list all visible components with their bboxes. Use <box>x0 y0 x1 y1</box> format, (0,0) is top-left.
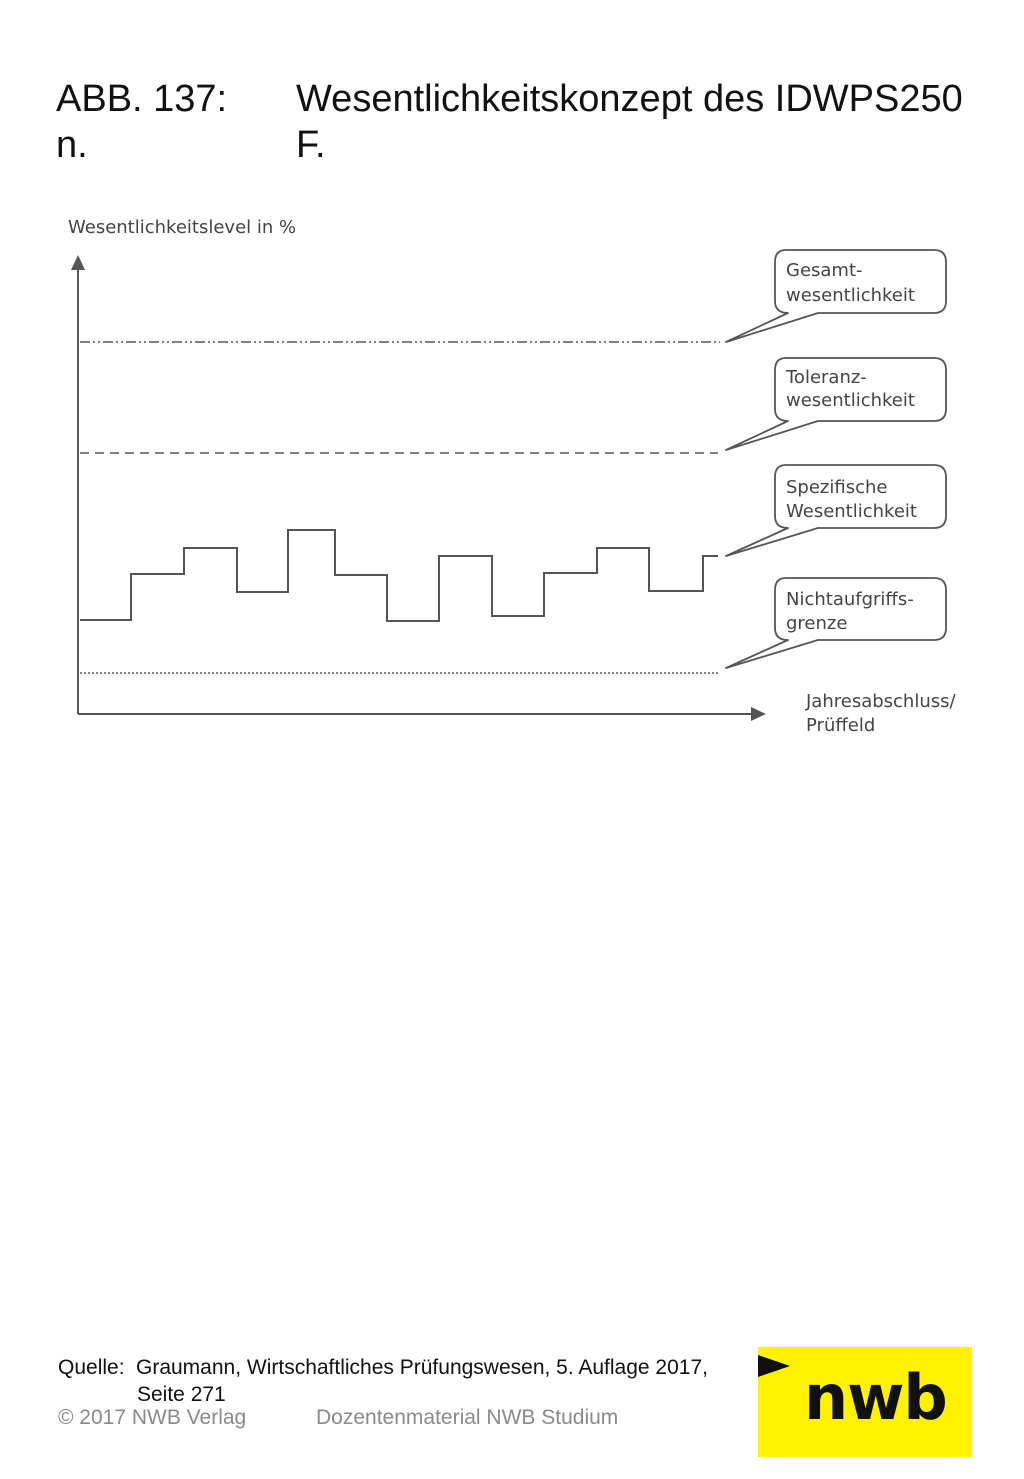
x-axis-arrow <box>751 707 766 721</box>
y-axis-label: Wesentlichkeitslevel in % <box>68 217 297 238</box>
callout-tolerance-line1: Toleranz- <box>786 367 867 388</box>
callout-overall-line1: Gesamt- <box>786 260 863 281</box>
figure-number-line1: ABB. 137: <box>56 78 228 120</box>
logo-text: nwb <box>804 1361 947 1434</box>
logo-triangle-icon <box>758 1355 790 1377</box>
callout-specific-line2: Wesentlichkeit <box>786 501 917 522</box>
source-label: Quelle: <box>58 1356 125 1379</box>
y-axis-arrow <box>71 255 85 270</box>
footer-material: Dozentenmaterial NWB Studium <box>316 1406 619 1429</box>
callout-specific-line1: Spezifische <box>786 477 888 498</box>
nwb-logo <box>758 1347 972 1457</box>
callout-overall-materiality <box>726 250 946 342</box>
specific-materiality-line <box>80 530 718 621</box>
callout-de-minimis <box>726 578 946 668</box>
footer-copyright: © 2017 NWB Verlag <box>58 1406 247 1429</box>
x-axis-label-line1: Jahresabschluss/ <box>806 691 956 712</box>
figure-number-line2: n. <box>56 124 88 166</box>
x-axis-label-line2: Prüffeld <box>806 715 876 736</box>
source-line1: Graumann, Wirtschaftliches Prüfungswesen, 5. Auflage 2017, <box>136 1356 708 1379</box>
callout-specific-materiality <box>726 465 946 556</box>
figure-title-line2: F. <box>296 124 326 166</box>
callout-overall-line2: wesentlichkeit <box>786 285 915 306</box>
callout-de-minimis-line1: Nichtaufgriffs- <box>786 589 914 610</box>
figure-title-line1: Wesentlichkeitskonzept des IDWPS250 <box>296 78 963 120</box>
callout-de-minimis-line2: grenze <box>786 613 848 634</box>
callout-tolerance-line2: wesentlichkeit <box>786 390 915 411</box>
callout-tolerance-materiality <box>726 358 946 450</box>
source-line2: Seite 271 <box>137 1383 226 1406</box>
source-citation <box>58 1354 708 1408</box>
